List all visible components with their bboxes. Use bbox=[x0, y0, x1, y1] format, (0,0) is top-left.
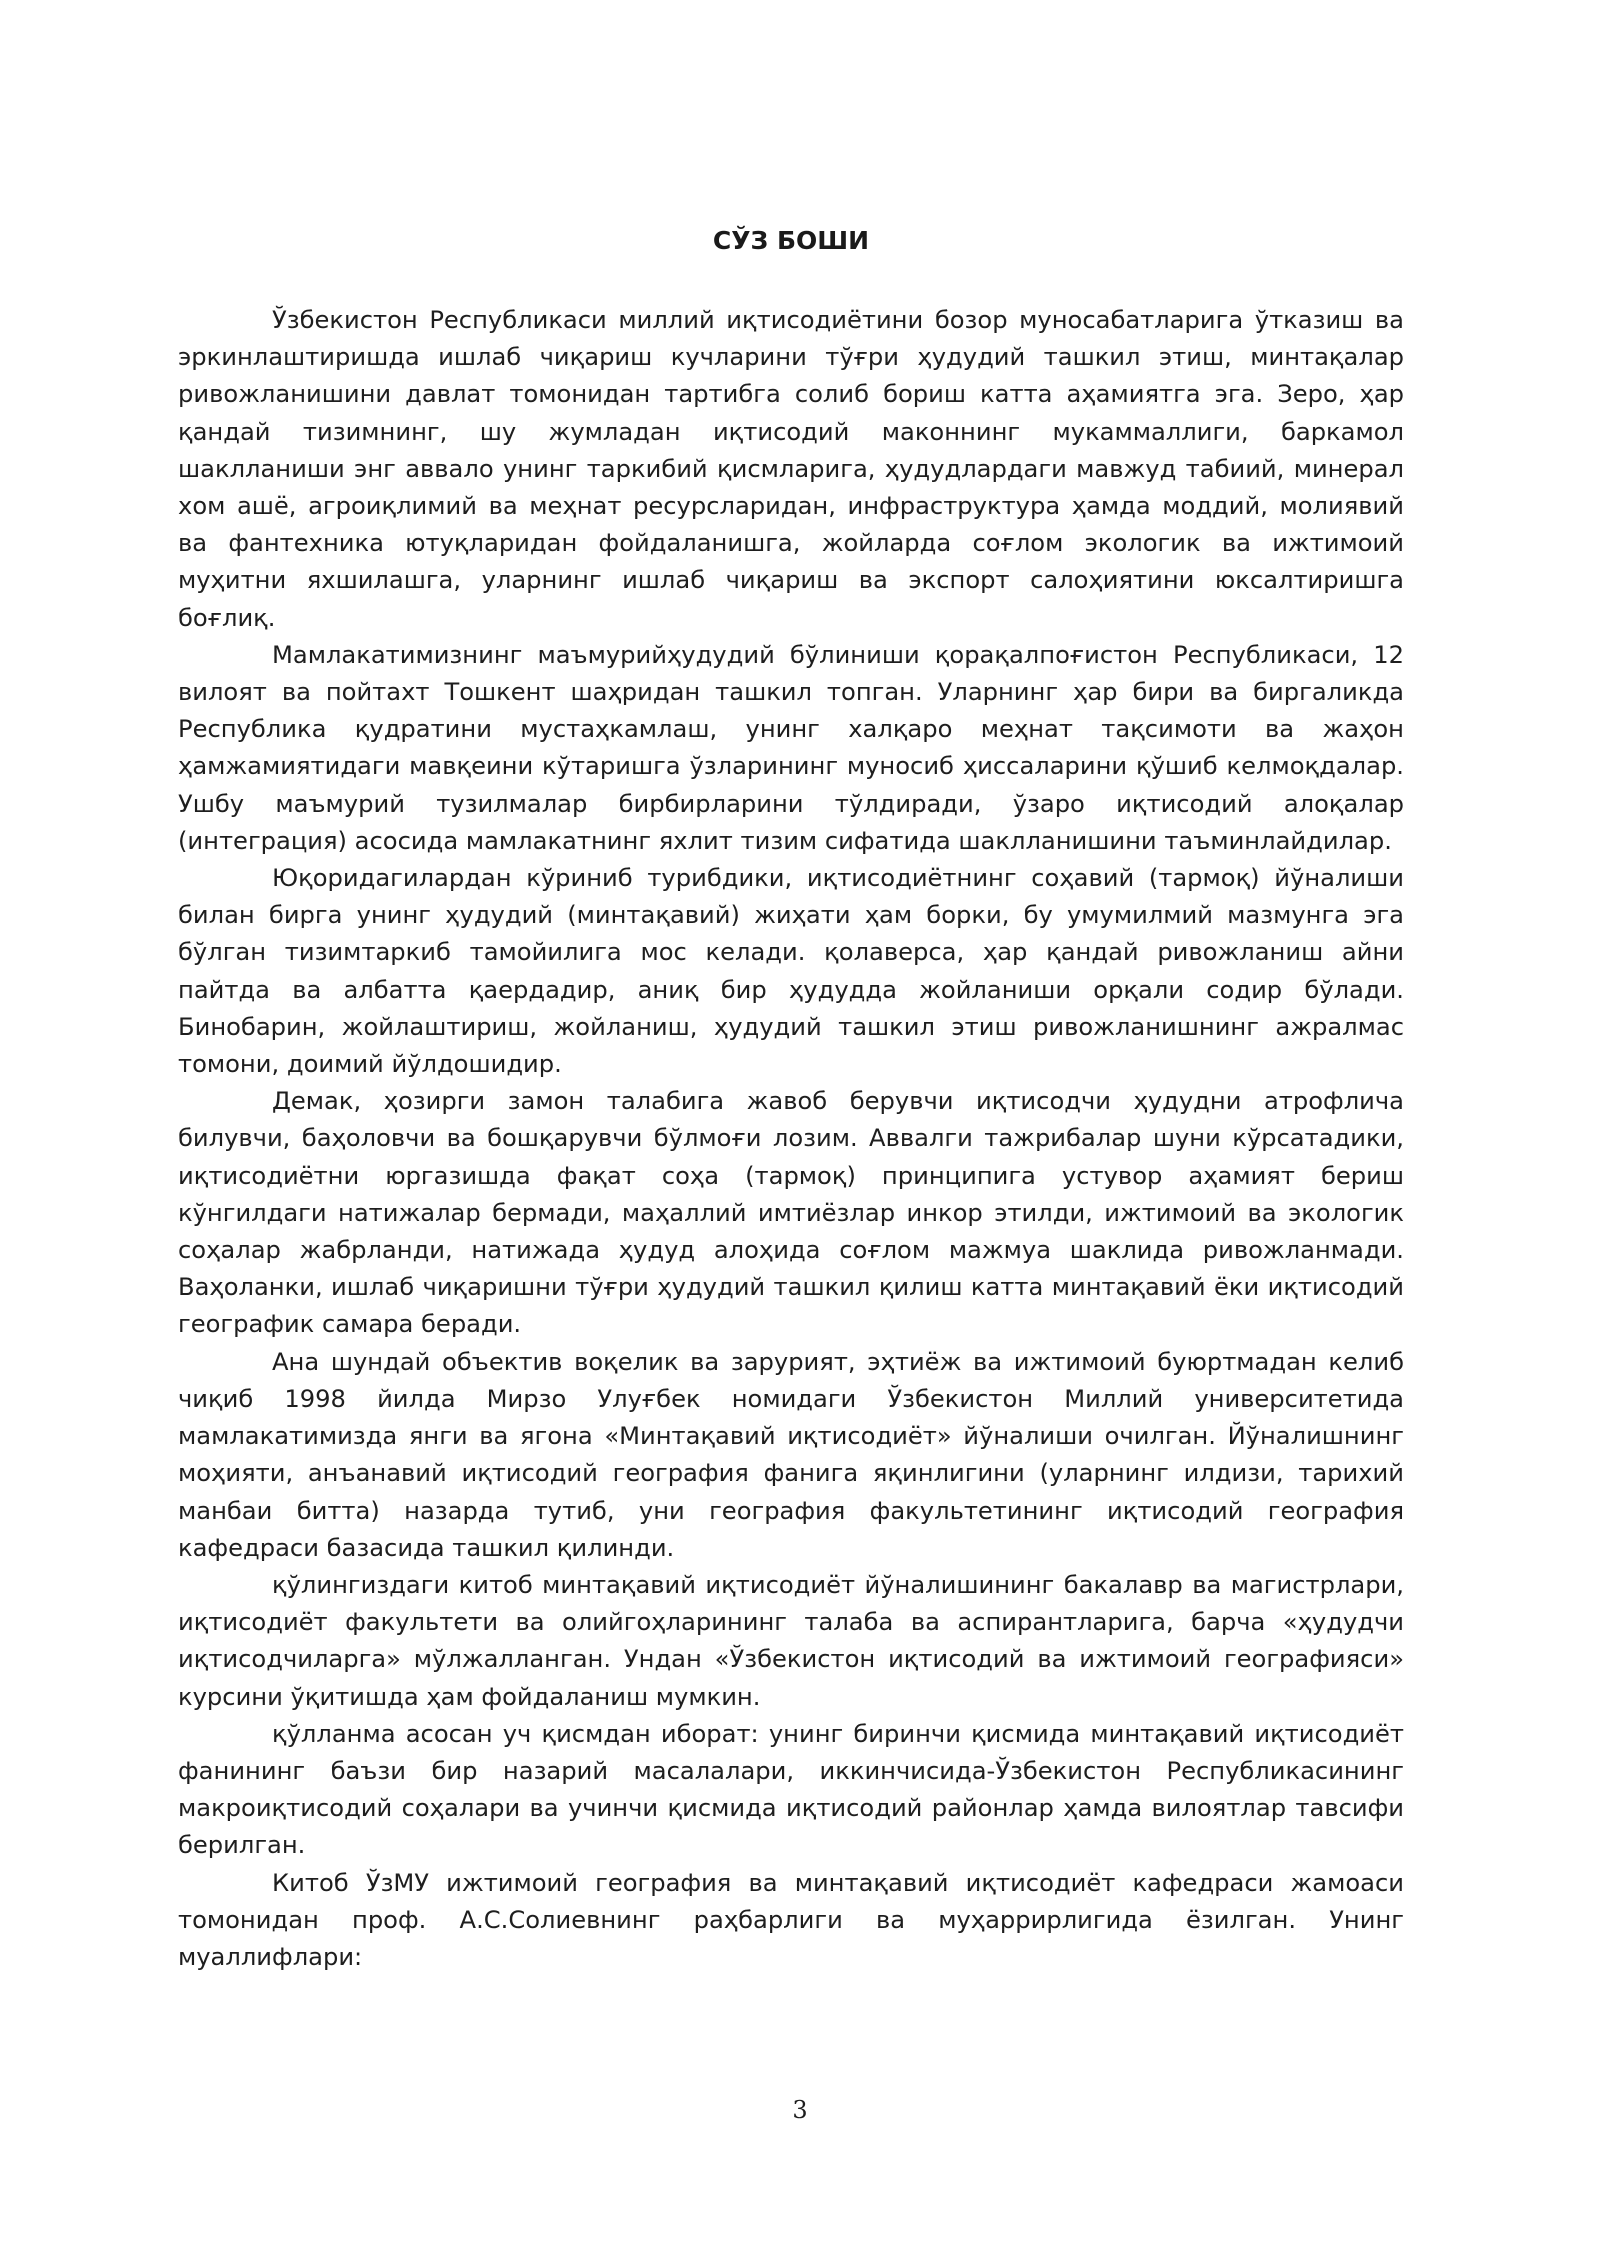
paragraph: Мамлакатимизнинг маъмурийҳудудий бўлиниши қорақалпоғистон Республикаси, 12 вилоят ва пойтахт Тошкент шаҳридан ташкил топган. Уларнинг ҳар бири ва биргаликда Республика қудратини мустаҳкамлаш, унинг халқаро меҳнат тақсимоти ва жаҳон ҳамжамиятидаги мавқеини кўтаришга ўзларининг муносиб ҳиссаларини қўшиб келмоқдалар. Ушбу маъмурий тузилмалар бирбирларини тўлдиради, ўзаро иқтисодий алоқалар (интеграция) асосида мамлакатнинг яхлит тизим сифатида шаклланишини таъминлайдилар. bbox=[178, 640, 1404, 855]
paragraph: Юқоридагилардан кўриниб турибдики, иқтисодиётнинг соҳавий (тармоқ) йўналиши билан бирга унинг ҳудудий (минтақавий) жиҳати ҳам борки, бу умумилмий мазмунга эга бўлган тизимтаркиб тамойилига мос келади. қолаверса, ҳар қандай ривожланиш айни пайтда ва албатта қаердадир, аниқ бир ҳудудда жойланиши орқали содир бўлади. Бинобарин, жойлаштириш, жойланиш, ҳудудий ташкил этиш ривожланишнинг ажралмас томони, доимий йўлдошидир. bbox=[178, 864, 1404, 1079]
page-heading: СЎЗ БОШИ bbox=[712, 226, 870, 255]
paragraph: Ўзбекистон Республикаси миллий иқтисодиётини бозор муносабатларига ўтказиш ва эркинлаштиришда ишлаб чиқариш кучларини тўғри ҳудудий ташкил этиш, минтақалар ривожланишини давлат томонидан тартибга солиб бориш катта аҳамиятга эга. Зеро, ҳар қандай тизимнинг, шу жумладан иқтисодий маконнинг мукаммаллиги, баркамол шаклланиши энг аввало унинг таркибий қисмларига, ҳудудлардаги мавжуд табиий, минерал хом ашё, агроиқлимий ва меҳнат ресурсларидан, инфраструктура ҳамда моддий, молиявий ва фантехника ютуқларидан фойдаланишга, жойларда соғлом экологик ва ижтимоий муҳитни яхшилашга, уларнинг ишлаб чиқариш ва экспорт салоҳиятини юксалтиришга боғлиқ. bbox=[178, 306, 1404, 632]
page-number: 3 bbox=[792, 2096, 808, 2124]
body-text bbox=[178, 302, 1404, 1976]
paragraph: Ана шундай объектив воқелик ва зарурият, эҳтиёж ва ижтимоий буюртмадан келиб чиқиб 1998 йилда Мирзо Улуғбек номидаги Ўзбекистон Миллий университетида мамлакатимизда янги ва ягона «Минтақавий иқтисодиёт» йўналиши очилган. Йўналишнинг моҳияти, анъанавий иқтисодий география фанига яқинлигини (уларнинг илдизи, тарихий манбаи битта) назарда тутиб, уни география факультетининг иқтисодий география кафедраси базасида ташкил қилинди. bbox=[178, 1347, 1404, 1562]
paragraph: қўлланма асосан уч қисмдан иборат: унинг биринчи қисмида минтақавий иқтисодиёт фанининг баъзи бир назарий масалалари, иккинчисида-Ўзбекистон Республикасининг макроиқтисодий соҳалари ва учинчи қисмида иқтисодий районлар ҳамда вилоятлар тавсифи берилган. bbox=[178, 1719, 1404, 1860]
paragraph: қўлингиздаги китоб минтақавий иқтисодиёт йўналишининг бакалавр ва магистрлари, иқтисодиёт факультети ва олийгоҳларининг талаба ва аспирантларига, барча «ҳудудчи иқтисодчиларга» мўлжалланган. Ундан «Ўзбекистон иқтисодий ва ижтимоий географияси» курсини ўқитишда ҳам фойдаланиш мумкин. bbox=[178, 1570, 1404, 1711]
paragraph: Демак, ҳозирги замон талабига жавоб берувчи иқтисодчи ҳудудни атрофлича билувчи, баҳоловчи ва бошқарувчи бўлмоғи лозим. Аввалги тажрибалар шуни кўрсатадики, иқтисодиётни юргазишда фақат соҳа (тармоқ) принципига устувор аҳамият бериш кўнгилдаги натижалар бермади, маҳаллий имтиёзлар инкор этилди, ижтимоий ва экологик соҳалар жабрланди, натижада ҳудуд алоҳида соғлом мажмуа шаклида ривожланмади. Ваҳоланки, ишлаб чиқаришни тўғри ҳудудий ташкил қилиш катта минтақавий ёки иқтисодий географик самара беради. bbox=[178, 1087, 1404, 1339]
paragraph: Китоб ЎзМУ ижтимоий география ва минтақавий иқтисодиёт кафедраси жамоаси томонидан проф. А.С.Солиевнинг раҳбарлиги ва муҳаррирлигида ёзилган. Унинг муаллифлари: bbox=[178, 1868, 1404, 1971]
